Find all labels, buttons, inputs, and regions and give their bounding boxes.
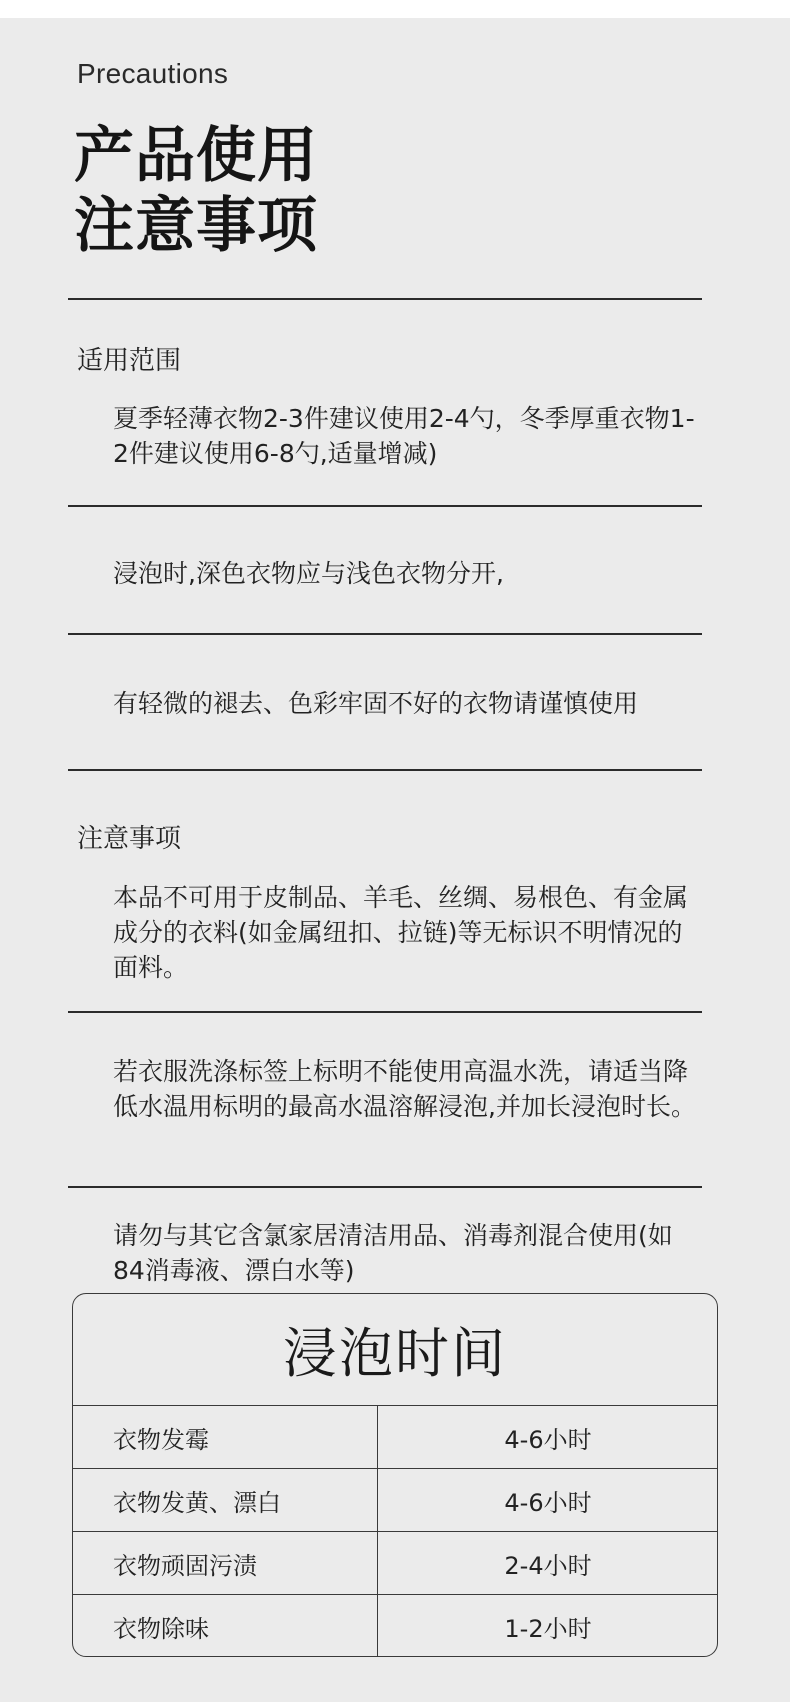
table-cell-time: 2-4小时	[504, 1551, 592, 1580]
eyebrow-text: Precautions	[77, 58, 229, 89]
divider	[68, 769, 702, 771]
table-cell-time: 4-6小时	[504, 1425, 592, 1454]
table-cell-item: 衣物发黄、漂白	[73, 1469, 378, 1531]
page-title-line1: 产品使用	[74, 121, 318, 191]
table-row	[73, 1406, 717, 1469]
table-title: 浸泡时间	[73, 1294, 717, 1406]
divider	[68, 633, 702, 635]
list-item: 本品不可用于皮制品、羊毛、丝绸、易根色、有金属成分的衣料(如金属纽扣、拉链)等无标识不明情况的面料。	[113, 883, 689, 982]
divider	[68, 1186, 702, 1188]
list-item: 若衣服洗涤标签上标明不能使用高温水洗，请适当降低水温用标明的最高水温溶解浸泡,并加长浸泡时长。	[113, 1057, 696, 1121]
divider	[68, 298, 702, 300]
section-label-notes: 注意事项	[77, 824, 182, 854]
table-cell-time: 4-6小时	[504, 1488, 592, 1517]
table-row	[73, 1595, 717, 1657]
table-cell-item: 衣物顽固污渍	[73, 1532, 378, 1594]
divider	[68, 505, 702, 507]
page-title-line2: 注意事项	[74, 191, 318, 261]
list-item: 请勿与其它含氯家居清洁用品、消毒剂混合使用(如84消毒液、漂白水等)	[113, 1221, 673, 1285]
top-strip	[0, 0, 790, 18]
divider	[68, 1011, 702, 1013]
table-cell-time: 1-2小时	[504, 1615, 592, 1643]
table-row	[73, 1532, 717, 1595]
section-label-scope: 适用范围	[77, 346, 182, 376]
list-item: 夏季轻薄衣物2-3件建议使用2-4勺，冬季厚重衣物1-2件建议使用6-8勺,适量增减)	[113, 404, 695, 468]
table-row	[73, 1469, 717, 1532]
list-item: 有轻微的褪去、色彩牢固不好的衣物请谨慎使用	[113, 689, 639, 718]
table-cell-item: 衣物除味	[73, 1595, 378, 1657]
list-item: 浸泡时,深色衣物应与浅色衣物分开,	[113, 559, 504, 588]
table-cell-item: 衣物发霉	[73, 1406, 378, 1468]
soak-time-table	[72, 1293, 718, 1657]
